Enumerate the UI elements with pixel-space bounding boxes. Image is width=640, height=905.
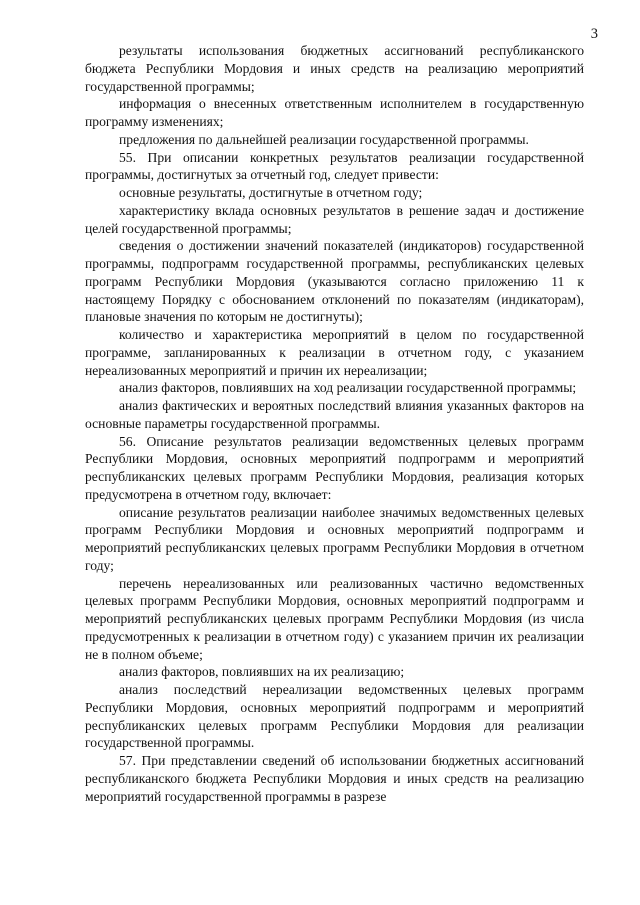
paragraph: 55. При описании конкретных результатов реализации государственной программы, достигнутых за отчетный год, следует привести: <box>85 149 584 183</box>
document-body <box>85 42 584 805</box>
paragraph: 56. Описание результатов реализации ведомственных целевых программ Республики Мордовия, основных мероприятий подпрограмм и мероприятий республиканских целевых программ Республики Мордовия, реализация которых предусмотрена в отчетном году, включает: <box>85 433 584 502</box>
paragraph: количество и характеристика мероприятий в целом по государственной программе, запланированных к реализации в отчетном году, с указанием нереализованных мероприятий и причин их нереализации; <box>85 327 584 378</box>
paragraph: характеристику вклада основных результатов в решение задач и достижение целей государственной программы; <box>85 202 584 236</box>
paragraph: анализ последствий нереализации ведомственных целевых программ Республики Мордовия, основных мероприятий подпрограмм и мероприятий республиканских целевых программ Республики Мордовия для реализации государственной программы. <box>85 682 584 751</box>
paragraph: основные результаты, достигнутые в отчетном году; <box>119 185 423 200</box>
paragraph: информация о внесенных ответственным исполнителем в государственную программу изменениях; <box>85 96 584 129</box>
paragraph: перечень нереализованных или реализованных частично ведомственных целевых программ Республики Мордовия, основных мероприятий подпрограмм и мероприятий республиканских целевых программ Республики Мордовия (из числа предусмотренных к реализации в отчетном году) с указанием причин их реализации не в полном объеме; <box>85 575 584 662</box>
paragraph: анализ фактических и вероятных последствий влияния указанных факторов на основные параметры государственной программы. <box>85 398 584 431</box>
paragraph: описание результатов реализации наиболее значимых ведомственных целевых программ Республики Мордовия и основных мероприятий подпрограмм и мероприятий республиканских целевых программ Республики Мордовия в отчетном году; <box>85 504 584 573</box>
paragraph: 57. При представлении сведений об использовании бюджетных ассигнований республиканского бюджета Республики Мордовия и иных средств на реализацию мероприятий государственной программы в разрезе <box>85 753 584 804</box>
paragraph: анализ факторов, повлиявших на ход реализации государственной программы; <box>119 380 577 396</box>
paragraph: анализ факторов, повлиявших на их реализацию; <box>119 664 405 680</box>
paragraph: сведения о достижении значений показателей (индикаторов) государственной программы, подпрограмм государственной программы, республиканских целевых программ Республики Мордовия (указываются согласно приложению 11 к настоящему Порядку с обоснованием отклонений по показателям (индикаторам), плановые значения по которым не достигнуты); <box>85 238 584 325</box>
paragraph: предложения по дальнейшей реализации государственной программы. <box>119 131 529 147</box>
page-number: 3 <box>590 26 598 42</box>
paragraph: результаты использования бюджетных ассигнований республиканского бюджета Республики Мордовия и иных средств на реализацию мероприятий государственной программы; <box>85 43 584 94</box>
